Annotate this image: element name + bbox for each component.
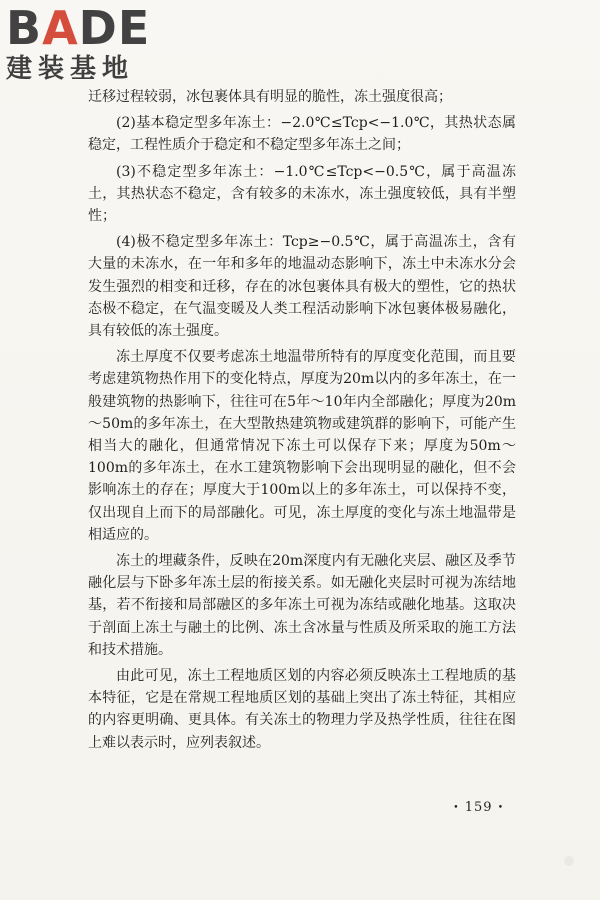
paragraph-item-4: (4)极不稳定型多年冻土：Tcp≥−0.5℃，属于高温冻土，含有大量的未冻水，在一年和多年的地温动态影响下，冻土中未冻水分会发生强烈的相变和迁移，存在的冰包裹体具有极大的塑性，它的热状态极不稳定，在气温变暖及人类工程活动影响下冰包裹体极易融化，具有较低的冻土强度。: [88, 234, 516, 340]
text-body: [88, 86, 516, 758]
paragraph-burial: 冻土的埋藏条件，反映在20m深度内有无融化夹层、融区及季节融化层与下卧多年冻土层的衔接关系。如无融化夹层时可视为冻结地基，若不衔接和局部融区的多年冻土可视为冻结或融化地基。这取决于剖面上冻土与融土的比例、冻土含冰量与性质及所采取的施工方法和技术措施。: [88, 553, 516, 658]
paragraph-item-2: (2)基本稳定型多年冻土：−2.0℃≤Tcp<−1.0℃，其热状态属稳定，工程性质介于稳定和不稳定型多年冻土之间；: [88, 115, 516, 154]
paragraph-item-3: (3)不稳定型多年冻土：−1.0℃≤Tcp<−0.5℃，属于高温冻土，其热状态不稳定，含有较多的未冻水，冻土强度较低，具有半塑性；: [88, 163, 516, 225]
paragraph-thickness: 冻土厚度不仅要考虑冻土地温带所特有的厚度变化范围，而且要考虑建筑物热作用下的变化特点，厚度为20m以内的多年冻土，在一般建筑物的热影响下，往往可在5年～10年内全部融化；厚度为20m～50m的多年冻土，在大型散热建筑物或建筑群的影响下，可能产生相当大的融化，但通常情况下冻土可以保存下来；厚度为50m～100m的多年冻土，在水工建筑物影响下会出现明显的融化，但不会影响冻土的存在；厚度大于100m以上的多年冻土，可以保持不变，仅出现自上而下的局部融化。可见，冻土厚度的变化与冻土地温带是相适应的。: [88, 349, 516, 543]
logo-wordmark: BADE: [6, 1, 151, 55]
page-number: • 159 •: [453, 800, 504, 815]
paragraph-continuation: 迁移过程较弱，冰包裹体具有明显的脆性，冻土强度很高；: [88, 89, 452, 105]
logo-subtitle: 建装基地: [6, 54, 135, 84]
scan-mark: [564, 856, 574, 866]
paragraph-conclusion: 由此可见，冻土工程地质区划的内容必须反映冻土工程地质的基本特征，它是在常规工程地质区划的基础上突出了冻土特征，其相应的内容更明确、更具体。有关冻土的物理力学及热学性质，往往在图上难以表示时，应列表叙述。: [88, 668, 516, 751]
watermark-logo: [6, 1, 181, 94]
